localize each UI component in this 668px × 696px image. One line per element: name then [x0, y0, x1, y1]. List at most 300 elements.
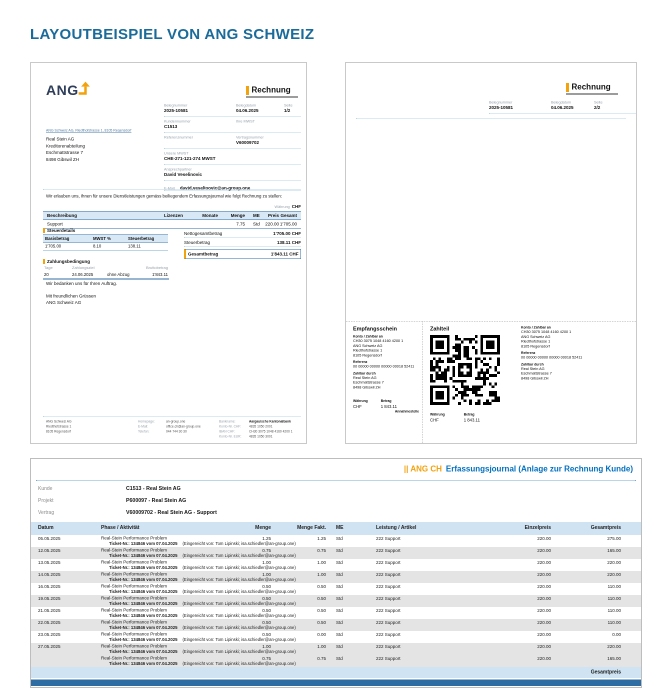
- col-datum: Datum: [38, 525, 54, 531]
- cell-datum: 19.05.2025: [38, 596, 61, 601]
- journal-row: [31, 547, 641, 559]
- netto-row: [184, 229, 301, 238]
- payable-label: Zahlbar durch: [521, 362, 544, 367]
- cell-activity-detail: [109, 577, 296, 582]
- receipt-amount-row: [353, 395, 419, 410]
- slip-divider: [422, 321, 423, 443]
- doc-type-header: [566, 83, 618, 95]
- col-menge: Menge: [255, 525, 271, 531]
- seite-value: 1/2: [284, 108, 291, 113]
- currency-value: CHF: [291, 204, 301, 209]
- submitted-by: (Eingereicht von: Tom Lipinski; isa.schiedler@an-group.one): [182, 577, 296, 582]
- col-preis: Preis: [267, 213, 279, 218]
- payment-part-info: [521, 326, 632, 381]
- account-line: ANG Schweiz AG: [353, 343, 383, 348]
- greeting-block: [46, 293, 96, 306]
- recipient-address: [46, 136, 85, 163]
- cell-einzelpreis: 220.00: [537, 536, 551, 541]
- doc-type-label: Rechnung: [251, 86, 291, 95]
- cell-einzelpreis: 220.00: [537, 548, 551, 553]
- cell-menge-fakt: 0.50: [317, 608, 326, 613]
- journal-row: [31, 655, 641, 667]
- pair-label: E-Mail:: [138, 425, 149, 429]
- kunde-value: C1513 - Real Stein AG: [126, 485, 181, 492]
- field-row-email: [164, 183, 301, 191]
- cell-menge-fakt: 0.50: [317, 584, 326, 589]
- cell-datum: 21.05.2025: [38, 608, 61, 613]
- cell-gesamtpreis: 220.00: [607, 644, 621, 649]
- footer-bank: [219, 420, 293, 440]
- receipt-part: [353, 326, 419, 409]
- cell-leistung: 222 Support: [376, 644, 401, 649]
- invoice-header-fields: [489, 100, 636, 116]
- payment-amount: [464, 410, 480, 423]
- cell-menge-fakt: 0.75: [317, 656, 326, 661]
- payment-ziel-value: 24.06.2025: [72, 272, 94, 277]
- pair-label: Konto-Nr. CHF:: [219, 425, 242, 429]
- ticket-ref: Ticket-Nr.: 134846 vom 07.04.2025: [109, 625, 178, 630]
- payable-line: Real Stein AG: [521, 366, 545, 371]
- reference-value: 00 00000 00000 00000 00018 52411: [353, 364, 415, 369]
- currency-value: CHF: [353, 404, 362, 409]
- ticket-ref: Ticket-Nr.: 134846 vom 07.04.2025: [109, 637, 178, 642]
- receipt-currency: [353, 395, 368, 410]
- cell-einzelpreis: 220.00: [537, 632, 551, 637]
- tax-value-row: [43, 243, 168, 251]
- cell-datum: 27.05.2025: [38, 644, 61, 649]
- currency-value: CHF: [430, 417, 439, 423]
- cell-menge-fakt: 0.50: [317, 620, 326, 625]
- cell-activity-detail: [109, 637, 296, 642]
- doc-type-label: Rechnung: [571, 83, 611, 92]
- cell-activity: Real-Stein Performance Problem: [101, 583, 168, 589]
- tax-title: Steuerdetails: [47, 228, 76, 233]
- gesamt-label: Gesamtbetrag: [188, 251, 219, 257]
- footer-address: [46, 420, 71, 435]
- col-leistung: Leistung / Artikel: [376, 525, 417, 531]
- item-me: Std: [253, 221, 260, 227]
- cell-menge-fakt: 0.00: [317, 632, 326, 637]
- payable-line: Eschmattstrasse 7: [521, 371, 552, 376]
- payable-line: Real Stein AG: [353, 375, 377, 380]
- cell-activity: Real-Stein Performance Problem: [101, 595, 168, 601]
- pair-label: IBAN CHF:: [219, 430, 236, 434]
- doc-type-header: [246, 86, 298, 98]
- journal-title-text: Erfassungsjournal (Anlage zur Rechnung Kunde): [445, 465, 633, 474]
- steuer-value: 138.11 CHF: [276, 239, 301, 245]
- journal-footer-row: [31, 667, 641, 678]
- cell-activity: Real-Stein Performance Problem: [101, 607, 168, 613]
- account-lines: [521, 330, 632, 349]
- page-title: LAYOUTBEISPIEL VON ANG SCHWEIZ: [30, 26, 315, 43]
- cell-menge: 0.50: [262, 596, 271, 601]
- footer-pair-row: [219, 435, 293, 440]
- cell-menge: 0.75: [262, 548, 271, 553]
- submitted-by: (Eingereicht von: Tom Lipinski; isa.schiedler@an-group.one): [182, 649, 296, 654]
- ihre-mwst-label: Ihre MWST: [236, 119, 255, 124]
- cell-menge-fakt: 1.00: [317, 560, 326, 565]
- cell-gesamtpreis: 165.00: [607, 548, 621, 553]
- tax-mwst-value: 8.10: [93, 243, 102, 249]
- vertragsnummer-label: Vertragsnummer: [236, 135, 264, 140]
- cell-gesamtpreis: 165.00: [607, 656, 621, 661]
- submitted-by: (Eingereicht von: Tom Lipinski; isa.schiedler@an-group.one): [182, 637, 296, 642]
- reference-value: 00 00000 00000 00000 00018 52411: [521, 355, 583, 360]
- cell-activity: Real-Stein Performance Problem: [101, 631, 168, 637]
- belegnummer-label: Belegnummer: [489, 100, 513, 105]
- ang-logo-arrow-icon: [76, 81, 91, 99]
- cell-leistung: 222 Support: [376, 548, 401, 553]
- seite-label: Seite: [284, 103, 293, 108]
- cell-me: Std: [336, 584, 343, 589]
- totals-block: [184, 229, 301, 259]
- amount-label: Betrag: [380, 399, 392, 403]
- address-line: Kreditorenabteilung: [46, 143, 86, 149]
- col-gesamtpreis: Gesamtpreis: [590, 525, 621, 531]
- invoice-footer: [43, 416, 301, 442]
- cell-gesamtpreis: 110.00: [607, 584, 621, 589]
- seite-value: 2/2: [594, 105, 601, 110]
- field-row-referenz: [164, 135, 301, 149]
- cell-gesamtpreis: 110.00: [607, 620, 621, 625]
- netto-value: 1'705.00 CHF: [273, 230, 301, 236]
- cell-leistung: 222 Support: [376, 584, 401, 589]
- amount-value: 1 843.11: [463, 417, 480, 423]
- gesamt-value: 1'843.11 CHF: [270, 251, 299, 257]
- ticket-ref: Ticket-Nr.: 134846 vom 07.04.2025: [109, 661, 178, 666]
- ticket-ref: Ticket-Nr.: 134846 vom 07.04.2025: [109, 601, 178, 606]
- account-line: ANG Schweiz AG: [521, 334, 551, 339]
- cell-menge: 0.50: [262, 608, 271, 613]
- address-line: Eschmattstrasse 7: [46, 150, 84, 155]
- kundennummer-label: Kundennummer: [164, 119, 191, 124]
- cell-menge-fakt: 1.00: [317, 572, 326, 577]
- cell-datum: 13.05.2025: [38, 560, 61, 565]
- col-einzelpreis: Einzelpreis: [524, 525, 551, 531]
- col-phase: Phase / Aktivität: [101, 525, 140, 531]
- submitted-by: (Eingereicht von: Tom Lipinski; isa.schiedler@an-group.one): [182, 625, 296, 630]
- cell-leistung: 222 Support: [376, 536, 401, 541]
- col-me: ME: [336, 525, 344, 531]
- cell-activity-detail: [109, 613, 296, 618]
- col-gesamt: Gesamt: [280, 213, 297, 218]
- thanks-line: Wir bedanken uns für Ihren Auftrag.: [46, 281, 118, 286]
- submitted-by: (Eingereicht von: Tom Lipinski; isa.schiedler@an-group.one): [182, 661, 296, 666]
- items-header-row: [43, 211, 301, 220]
- ticket-ref: Ticket-Nr.: 134846 vom 07.04.2025: [109, 649, 178, 654]
- cell-datum: 23.05.2025: [38, 632, 61, 637]
- journal-row: [31, 631, 641, 643]
- cell-me: Std: [336, 572, 343, 577]
- invoice-items-table: [43, 211, 301, 229]
- currency-note: [211, 204, 301, 209]
- account-line: 8105 Regensdorf: [521, 343, 550, 349]
- cell-einzelpreis: 220.00: [537, 620, 551, 625]
- reference-label: Referenz: [521, 351, 536, 355]
- footer-address-line: ANG Schweiz AG: [46, 420, 72, 424]
- footer-address-line: Riedthofstrasse 1: [46, 425, 72, 429]
- unsere-mwst-label: Unsere MWST: [164, 151, 189, 156]
- ansprechpartner-value: David Veselinovic: [164, 172, 203, 177]
- steuer-label: Steuerbetrag: [184, 239, 211, 245]
- unsere-mwst-value: CHE-271-121-274 MWST: [164, 156, 216, 161]
- cell-menge: 0.50: [262, 632, 271, 637]
- journal-bottom-bar: [31, 680, 641, 687]
- pair-label: Telefon:: [138, 430, 150, 434]
- accent-bar: [43, 259, 45, 264]
- journal-rows: [31, 535, 641, 667]
- col-beschreibung: Beschreibung: [47, 213, 78, 218]
- cell-datum: 16.05.2025: [38, 584, 61, 589]
- cell-me: Std: [336, 632, 343, 637]
- receipt-title: Empfangsschein: [353, 326, 398, 332]
- payment-tage-value: 20: [44, 272, 49, 277]
- cell-leistung: 222 Support: [376, 596, 401, 601]
- journal-row: [31, 535, 641, 547]
- tax-col-steuer: Steuerbetrag: [128, 236, 155, 241]
- journal-row: [31, 571, 641, 583]
- cell-menge: 0.50: [262, 584, 271, 589]
- pair-label: Konto-Nr. EUR:: [219, 435, 242, 439]
- payment-col-brutto: Bruttobetrag: [145, 265, 168, 270]
- cell-menge-fakt: 0.50: [317, 596, 326, 601]
- projekt-label: Projekt: [38, 498, 54, 504]
- address-line: Real Stein AG: [46, 136, 75, 142]
- item-beschreibung: Support: [47, 221, 63, 227]
- payment-amount-row: [430, 410, 480, 423]
- cell-leistung: 222 Support: [376, 632, 401, 637]
- gesamt-row: [184, 249, 301, 259]
- cell-gesamtpreis: 110.00: [607, 596, 621, 601]
- separator-dotted: [356, 118, 626, 119]
- account-line: CH30 3075 1048 4160 4200 1: [353, 338, 404, 343]
- cell-gesamtpreis: 220.00: [607, 572, 621, 577]
- journal-footer-label: Gesamtpreis: [590, 669, 621, 675]
- footer-contact: [138, 420, 201, 435]
- ticket-ref: Ticket-Nr.: 134846 vom 07.04.2025: [109, 565, 178, 570]
- cell-einzelpreis: 220.00: [537, 596, 551, 601]
- belegnummer-value: 2025-10581: [489, 105, 514, 110]
- submitted-by: (Eingereicht von: Tom Lipinski; isa.schiedler@an-group.one): [182, 553, 296, 558]
- cell-menge: 0.50: [262, 620, 271, 625]
- ticket-ref: Ticket-Nr.: 134846 vom 07.04.2025: [109, 589, 178, 594]
- greeting-line: Mit freundlichen Grüssen: [46, 293, 97, 299]
- cell-menge-fakt: 1.25: [317, 536, 326, 541]
- cell-leistung: 222 Support: [376, 656, 401, 661]
- cell-activity-detail: [109, 541, 296, 546]
- payable-lines: [353, 375, 419, 389]
- tax-col-mwst: MWST %: [93, 236, 111, 241]
- journal-row: [31, 607, 641, 619]
- pair-value: 044 744 30 30: [166, 430, 187, 434]
- journal-row: [31, 559, 641, 571]
- vertragsnummer-value: V60009702: [236, 140, 260, 145]
- payable-line: 8498 Gibswil ZH: [353, 384, 381, 390]
- ticket-ref: Ticket-Nr.: 134846 vom 07.04.2025: [109, 613, 178, 618]
- payment-title-row: [43, 259, 169, 264]
- cell-einzelpreis: 220.00: [537, 608, 551, 613]
- steuer-row: [184, 238, 301, 247]
- vertrag-value: V60009702 - Real Stein AG - Support: [126, 509, 217, 516]
- cell-me: Std: [336, 548, 343, 553]
- referenznummer-label: Referenznummer: [164, 135, 193, 140]
- cell-me: Std: [336, 536, 343, 541]
- accent-bar: [566, 83, 569, 92]
- account-line: 8105 Regensdorf: [353, 352, 382, 358]
- belegdatum-label: Belegdatum: [551, 100, 572, 105]
- cell-me: Std: [336, 560, 343, 565]
- cell-activity-detail: [109, 625, 296, 630]
- ticket-ref: Ticket-Nr.: 134846 vom 07.04.2025: [109, 541, 178, 546]
- payable-label: Zahlbar durch: [353, 371, 376, 376]
- address-line: 8498 Gibswil ZH: [46, 156, 80, 162]
- amount-label: Betrag: [463, 413, 475, 417]
- ang-logo-text: ANG: [46, 82, 79, 98]
- cell-menge: 1.00: [262, 644, 271, 649]
- ticket-ref: Ticket-Nr.: 134846 vom 07.04.2025: [109, 577, 178, 582]
- amount-value: 1 843.11: [380, 404, 397, 409]
- cell-activity: Real-Stein Performance Problem: [101, 643, 168, 649]
- tax-col-basis: Basisbetrag: [45, 236, 70, 241]
- qr-code: [430, 335, 500, 405]
- payment-col-ziel: Zahlungsziel: [72, 265, 95, 270]
- journal-brand: || ANG CH: [403, 465, 442, 474]
- projekt-value: P600097 - Real Stein AG: [126, 497, 187, 504]
- pair-value: Aargauische Kantonalbank: [249, 420, 291, 424]
- pair-value: 4835 1050 2001: [249, 425, 273, 429]
- col-menge-fakt: Menge Fakt.: [297, 525, 326, 531]
- journal-title: [404, 465, 633, 474]
- pair-label: Bankname:: [219, 420, 236, 424]
- payment-brutto-value: 1'843.11: [152, 272, 168, 277]
- account-line: CH30 3075 1048 4160 4200 1: [521, 329, 572, 334]
- cell-me: Std: [336, 644, 343, 649]
- item-gesamt: 1'705.00: [279, 221, 297, 227]
- belegdatum-label: Belegdatum: [236, 103, 257, 108]
- cell-activity-detail: [109, 565, 296, 570]
- cell-activity: Real-Stein Performance Problem: [101, 535, 168, 541]
- pair-value: CH30 3075 1048 4160 4200 1: [249, 430, 293, 434]
- pair-label: Homepage:: [138, 420, 155, 424]
- cell-menge: 0.75: [262, 656, 271, 661]
- cell-leistung: 222 Support: [376, 572, 401, 577]
- currency-label: Währung: [353, 399, 368, 403]
- cell-einzelpreis: 220.00: [537, 644, 551, 649]
- cell-activity: Real-Stein Performance Problem: [101, 559, 168, 565]
- field-row-kunde: [164, 119, 301, 133]
- kunde-label: Kunde: [38, 486, 53, 492]
- payment-value-row: [43, 272, 169, 280]
- account-line: Riedthofstrasse 1: [521, 339, 551, 344]
- cell-gesamtpreis: 0.00: [612, 632, 621, 637]
- vertrag-label: Vertrag: [38, 510, 55, 516]
- ticket-ref: Ticket-Nr.: 134846 vom 07.04.2025: [109, 553, 178, 558]
- tax-title-row: [43, 228, 168, 233]
- journal-panel: [30, 458, 642, 688]
- currency-label: Währung: [274, 204, 290, 209]
- separator-dotted: [36, 480, 636, 481]
- field-row-beleg: [489, 100, 636, 114]
- email-value: david.veselinovic@an-group.one: [179, 185, 251, 191]
- ang-logo: [46, 83, 91, 99]
- payment-col-tage: Tage: [44, 265, 53, 270]
- payment-text-value: ohne Abzug: [107, 272, 130, 277]
- tax-basis-value: 1'705.00: [45, 243, 62, 249]
- item-preis: 220.00: [265, 221, 279, 227]
- cell-datum: 12.05.2025: [38, 548, 61, 553]
- account-line: Riedthofstrasse 1: [353, 348, 383, 353]
- cell-me: Std: [336, 596, 343, 601]
- submitted-by: (Eingereicht von: Tom Lipinski; isa.schiedler@an-group.one): [182, 541, 296, 546]
- pair-value: an-group.one: [166, 420, 186, 424]
- cell-einzelpreis: 220.00: [537, 656, 551, 661]
- belegdatum-value: 04.06.2025: [551, 105, 574, 110]
- cell-activity-detail: [109, 649, 296, 654]
- belegnummer-label: Belegnummer: [164, 103, 188, 108]
- kundennummer-value: C1513: [164, 124, 178, 129]
- submitted-by: (Eingereicht von: Tom Lipinski; isa.schiedler@an-group.one): [182, 589, 296, 594]
- cell-gesamtpreis: 220.00: [607, 560, 621, 565]
- cell-datum: 14.05.2025: [38, 572, 61, 577]
- cell-menge: 1.25: [262, 536, 271, 541]
- col-lizenzen: Lizenzen: [163, 213, 183, 218]
- payable-lines: [521, 366, 632, 380]
- pair-value: office.ch@an-group.one: [166, 425, 201, 429]
- account-label: Konto / Zahlbar an: [353, 335, 383, 339]
- cell-activity-detail: [109, 553, 296, 558]
- email-label: E-Mail: [164, 186, 175, 191]
- footer-address-line: 8105 Regensdorf: [46, 430, 71, 434]
- payable-line: Eschmattstrasse 7: [353, 380, 384, 385]
- footer-pair-row: [138, 430, 201, 435]
- invoice-page-1: [30, 62, 307, 444]
- receipt-amount: [381, 395, 397, 410]
- cell-activity: Real-Stein Performance Problem: [101, 571, 168, 577]
- tax-details-block: [43, 228, 168, 251]
- intro-text: Wir erlauben uns, Ihnen für unsere Dienstleistungen gemäss beiliegendem Erfassungsjournal wie folgt Rechnung zu stellen:: [46, 193, 282, 199]
- cell-activity: Real-Stein Performance Problem: [101, 547, 168, 553]
- cell-leistung: 222 Support: [376, 560, 401, 565]
- invoice-page-2: [345, 62, 637, 444]
- submitted-by: (Eingereicht von: Tom Lipinski; isa.schiedler@an-group.one): [182, 565, 296, 570]
- journal-header-row: [31, 522, 641, 535]
- col-menge: Menge: [230, 213, 245, 218]
- submitted-by: (Eingereicht von: Tom Lipinski; isa.schiedler@an-group.one): [182, 601, 296, 606]
- payment-terms-block: [43, 259, 169, 280]
- cell-menge: 1.00: [262, 560, 271, 565]
- cell-leistung: 222 Support: [376, 608, 401, 613]
- accent-bar: [43, 228, 45, 233]
- submitted-by: (Eingereicht von: Tom Lipinski; isa.schiedler@an-group.one): [182, 613, 296, 618]
- cell-activity-detail: [109, 601, 296, 606]
- item-menge: 7.75: [236, 221, 245, 227]
- acceptance-point: Annahmestelle: [394, 410, 419, 414]
- cell-menge: 1.00: [262, 572, 271, 577]
- cell-me: Std: [336, 608, 343, 613]
- journal-row: [31, 643, 641, 655]
- cell-activity: Real-Stein Performance Problem: [101, 619, 168, 625]
- journal-row: [31, 583, 641, 595]
- payment-part-title: Zahlteil: [430, 326, 450, 332]
- cell-me: Std: [336, 620, 343, 625]
- cell-einzelpreis: 220.00: [537, 572, 551, 577]
- currency-label: Währung: [430, 413, 445, 417]
- cell-gesamtpreis: 110.00: [607, 608, 621, 613]
- sender-line: ANG Schweiz AG, Riedthofstrasse 1, 8105 Regensdorf: [46, 129, 132, 133]
- pair-value: 4835 1050 3001: [249, 435, 273, 439]
- ansprechpartner-label: Ansprechpartner: [164, 167, 192, 172]
- field-row-beleg: [164, 103, 301, 117]
